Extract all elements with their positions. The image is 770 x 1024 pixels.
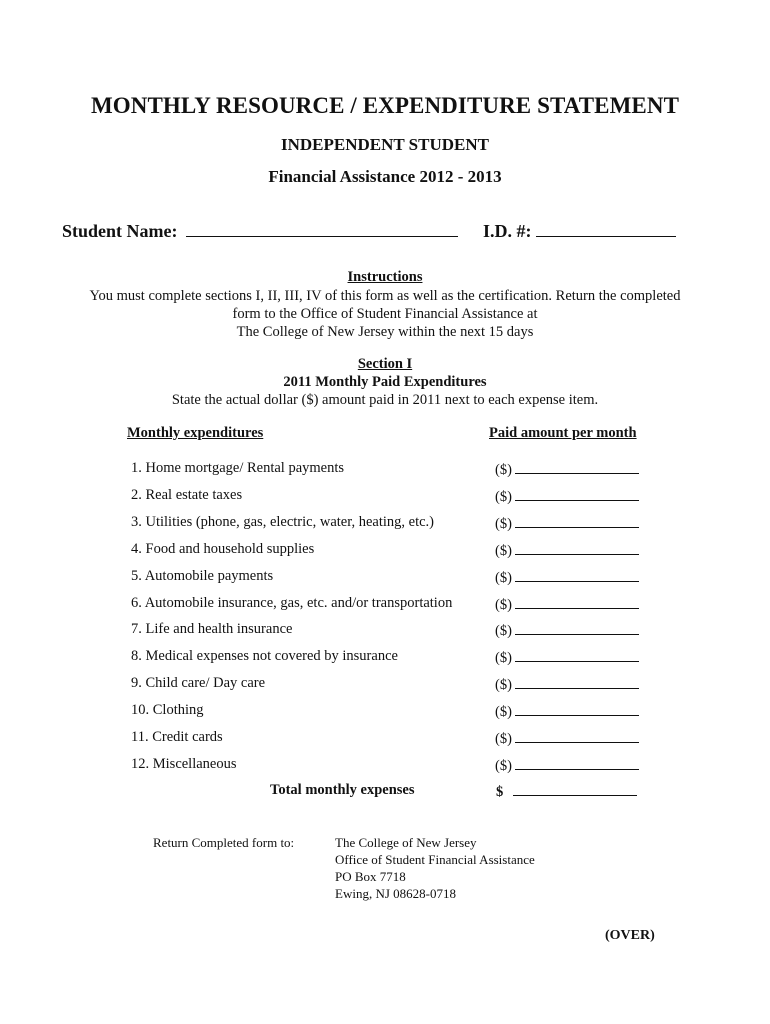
expense-item-amount [495,595,639,614]
return-address-line: The College of New Jersey [335,835,477,850]
currency-prefix: ($) [495,516,512,532]
amount-field[interactable] [515,702,639,716]
expense-item-label: 7. Life and health insurance [131,621,293,637]
student-id-field[interactable] [536,220,676,237]
page-title: MONTHLY RESOURCE / EXPENDITURE STATEMENT [90,93,680,118]
page-subtitle: INDEPENDENT STUDENT [281,135,489,154]
amount-field[interactable] [515,621,639,635]
expense-item-amount [495,487,639,506]
currency-prefix: ($) [495,758,512,774]
column-header-paid-amount: Paid amount per month [489,425,637,441]
currency-prefix: ($) [495,462,512,478]
total-label: Total monthly expenses [270,782,415,798]
expense-item-label: 12. Miscellaneous [131,756,237,772]
amount-field[interactable] [515,460,639,474]
currency-prefix: ($) [495,597,512,613]
amount-field[interactable] [515,595,639,609]
total-row-amount [496,782,637,801]
section-note: State the actual dollar ($) amount paid in 2011 next to each expense item. [171,392,599,408]
currency-prefix: ($) [495,570,512,586]
expense-item-amount [495,675,639,694]
amount-field[interactable] [515,756,639,770]
return-address-line: Office of Student Financial Assistance [335,852,535,867]
expense-item-amount [495,621,639,640]
student-name-field[interactable] [186,220,458,237]
currency-prefix: ($) [495,543,512,559]
currency-prefix: ($) [495,731,512,747]
column-header-expenditures: Monthly expenditures [127,425,264,441]
return-address-line: PO Box 7718 [335,869,406,884]
expense-item-label: 4. Food and household supplies [131,541,315,557]
expense-item-amount [495,702,639,721]
over-note: (OVER) [605,928,655,943]
expense-item-amount [495,756,639,775]
currency-prefix: ($) [495,623,512,639]
student-id-label: I.D. #: [483,221,532,241]
instructions-line-1: You must complete sections I, II, III, IV of this form as well as the certification. Return the completed [89,288,681,304]
amount-field[interactable] [515,675,639,689]
section-subheading: 2011 Monthly Paid Expenditures [283,374,487,390]
instructions-line-2: form to the Office of Student Financial Assistance at [232,306,538,322]
currency-prefix: ($) [495,489,512,505]
financial-year: Financial Assistance 2012 - 2013 [268,167,502,186]
amount-field[interactable] [515,514,639,528]
expense-item-label: 8. Medical expenses not covered by insurance [131,648,398,664]
expense-item-amount [495,541,639,560]
expense-item-amount [495,729,639,748]
instructions-line-3: The College of New Jersey within the next 15 days [236,324,534,340]
expense-item-amount [495,514,639,533]
currency-prefix: ($) [495,650,512,666]
expense-item-label: 9. Child care/ Day care [131,675,266,691]
expense-item-label: 11. Credit cards [131,729,223,745]
amount-field[interactable] [515,648,639,662]
return-address-line: Ewing, NJ 08628-0718 [335,886,456,901]
expense-item-label: 5. Automobile payments [131,568,274,584]
instructions-heading: Instructions [347,269,423,285]
amount-field[interactable] [515,487,639,501]
currency-prefix: ($) [495,677,512,693]
expense-item-label: 1. Home mortgage/ Rental payments [131,460,345,476]
expense-item-amount [495,648,639,667]
expense-item-amount [495,460,639,479]
expense-item-label: 10. Clothing [131,702,204,718]
amount-field[interactable] [515,541,639,555]
return-label: Return Completed form to: [153,835,295,850]
student-info-row [62,220,676,242]
amount-field[interactable] [515,729,639,743]
total-amount-field[interactable] [513,782,637,796]
expense-item-amount [495,568,639,587]
student-name-label: Student Name: [62,221,178,241]
section-heading: Section I [357,356,413,372]
expense-item-label: 6. Automobile insurance, gas, etc. and/or transportation [131,595,453,611]
total-prefix: $ [496,784,504,800]
amount-field[interactable] [515,568,639,582]
expense-item-label: 3. Utilities (phone, gas, electric, water, heating, etc.) [131,514,434,530]
currency-prefix: ($) [495,704,512,720]
expense-item-label: 2. Real estate taxes [131,487,243,503]
